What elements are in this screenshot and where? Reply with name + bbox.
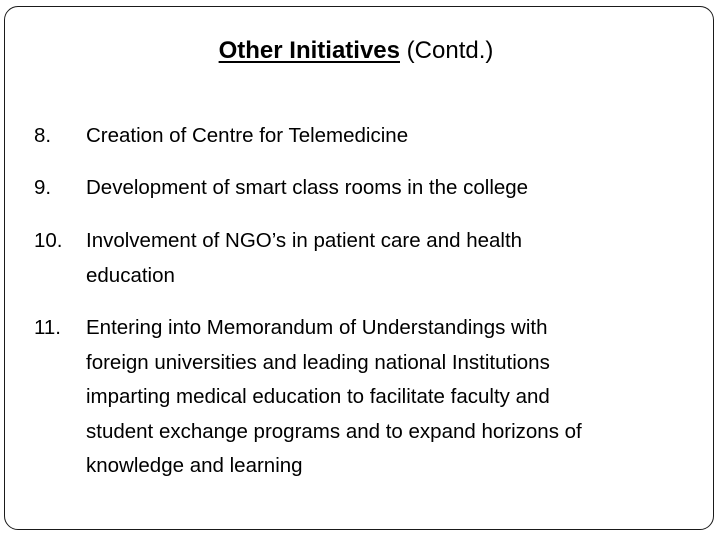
item-line: student exchange programs and to expand horizons of — [86, 419, 582, 443]
item-number: 10. — [34, 229, 63, 252]
item-text — [86, 171, 686, 206]
slide-title-suffix: (Contd.) — [400, 37, 494, 64]
item-number: 9. — [34, 176, 52, 199]
item-text — [86, 311, 686, 484]
item-number: 8. — [34, 124, 52, 147]
item-line: education — [86, 263, 175, 287]
item-number: 11. — [34, 316, 61, 339]
item-text — [86, 224, 686, 293]
item-line: Development of smart class rooms in the college — [86, 176, 529, 199]
item-line: foreign universities and leading national Institutions — [86, 350, 550, 374]
item-line: knowledge and learning — [86, 454, 303, 477]
item-line: Creation of Centre for Telemedicine — [86, 124, 409, 147]
slide-title-main: Other Initiatives — [218, 37, 400, 64]
item-line: imparting medical education to facilitate faculty and — [86, 385, 550, 408]
item-text — [86, 119, 686, 154]
item-line: Entering into Memorandum of Understandings with — [86, 316, 548, 339]
item-line: Involvement of NGO’s in patient care and health — [86, 229, 523, 252]
